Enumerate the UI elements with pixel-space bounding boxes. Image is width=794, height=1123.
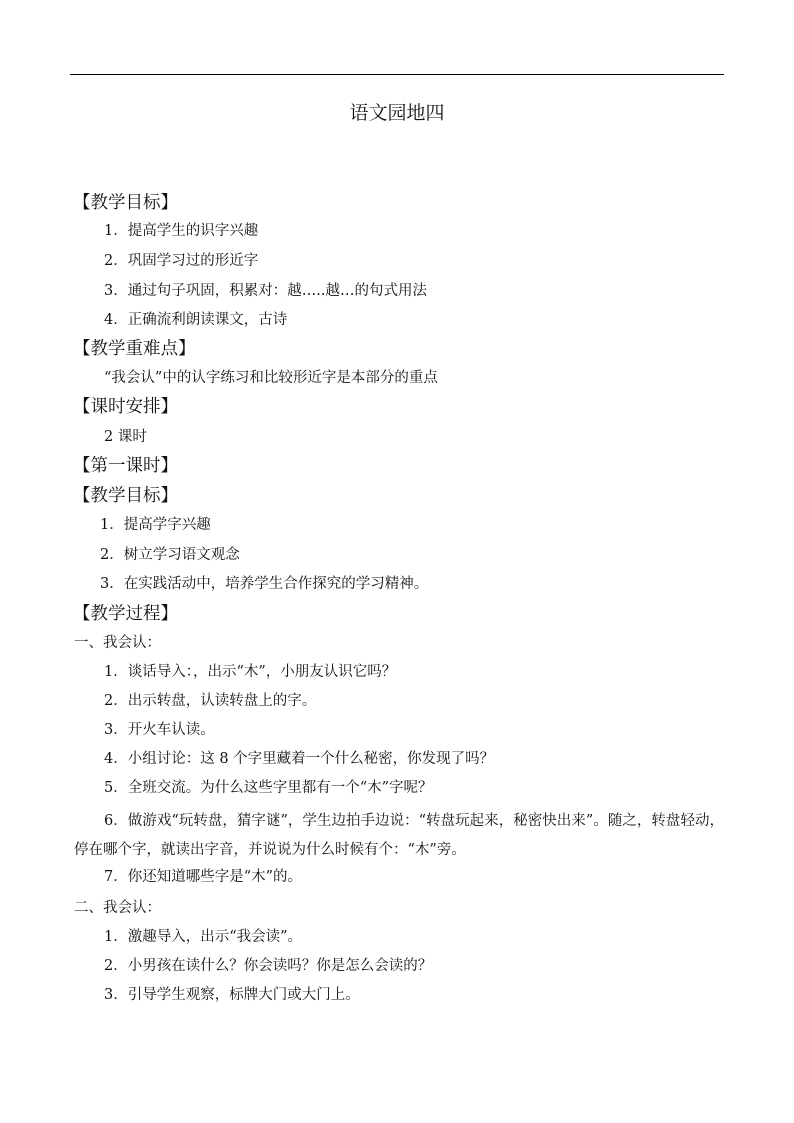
part2-heading: 二、我会认：: [74, 900, 161, 916]
part1-step-4: 4．小组讨论：这 8 个字里藏着一个什么秘密，你发现了吗？: [104, 751, 495, 767]
schedule-heading: 【课时安排】: [73, 397, 178, 417]
page-title: 语文园地四: [349, 102, 445, 124]
goals-heading: 【教学目标】: [73, 193, 178, 213]
goal2-item-3: 3．在实践活动中，培养学生合作探究的学习精神。: [100, 576, 429, 592]
part2-step-1: 1．激趣导入，出示“我会读”。: [104, 929, 303, 945]
lesson1-heading: 【第一课时】: [73, 456, 178, 476]
goal-item-1: 1．提高学生的识字兴趣: [104, 223, 259, 239]
part2-step-2: 2．小男孩在读什么？你会读吗？你是怎么会读的？: [104, 958, 433, 974]
part1-step-6: 6．做游戏“玩转盘，猜字谜”，学生边拍手边说：“转盘玩起来，秘密快出来”。随之，转盘轻动，停在哪个字，就读出字音，并说说为什么时候有个：“木”旁。: [74, 813, 724, 858]
part2-step-3: 3．引导学生观察，标牌大门或大门上。: [104, 987, 360, 1003]
key-points-heading: 【教学重难点】: [73, 339, 196, 359]
part1-step-1: 1．谈话导入：，出示“木”，小朋友认识它吗？: [104, 664, 397, 680]
part1-step-7: 7．你还知道哪些字是“木”的。: [104, 869, 303, 885]
top-rule: [70, 74, 724, 75]
goal-item-2: 2．巩固学习过的形近字: [104, 253, 259, 269]
process-heading: 【教学过程】: [73, 604, 178, 624]
goal2-item-1: 1．提高学字兴趣: [100, 517, 211, 533]
schedule-text: 2 课时: [104, 429, 147, 445]
part1-heading: 一、我会认：: [74, 635, 161, 651]
part1-step-5: 5．全班交流。为什么这些字里都有一个“木”字呢？: [104, 780, 433, 796]
goal-item-3: 3．通过句子巩固，积累对：越…..越…的句式用法: [104, 283, 427, 299]
goals2-heading: 【教学目标】: [73, 486, 178, 506]
part1-step-2: 2．出示转盘，认读转盘上的字。: [104, 693, 317, 709]
key-points-text: “我会认”中的认字练习和比较形近字是本部分的重点: [104, 370, 438, 386]
goal2-item-2: 2．树立学习语文观念: [100, 547, 240, 563]
goal-item-4: 4．正确流利朗读课文，古诗: [104, 312, 288, 328]
part1-step-3: 3．开火车认读。: [104, 722, 215, 738]
